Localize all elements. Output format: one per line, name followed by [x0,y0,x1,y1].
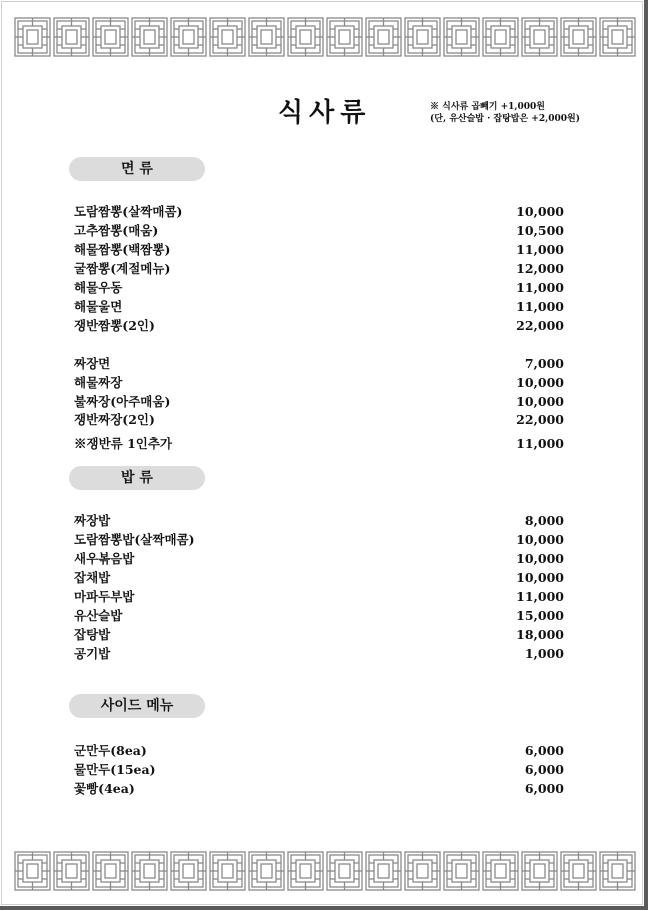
lattice-pattern-icon [287,851,324,891]
menu-item-name: 해물우동 [74,280,123,295]
menu-item-price: 6,000 [524,743,564,758]
menu-item-name: 도람짬뽕밥(살짝매콤) [74,532,195,547]
menu-item [74,259,564,278]
menu-item-price: 11,000 [516,589,564,604]
menu-item-price: 22,000 [516,318,564,333]
lattice-pattern-icon [326,17,363,57]
menu-item-name: 쟁반짬뽕(2인) [74,318,155,333]
menu-item [74,587,564,606]
top-lattice-border [14,17,636,57]
menu-item-name: 마파두부밥 [74,589,135,604]
menu-item [74,278,564,297]
menu-item-name: 꽃빵(4ea) [74,781,135,796]
menu-item [74,240,564,259]
lattice-pattern-icon [131,17,168,57]
menu-item [74,625,564,644]
menu-item-name: ※쟁반류 1인추가 [74,436,172,451]
menu-item [74,297,564,316]
menu-item-name: 해물울면 [74,299,123,314]
menu-item-name: 잡채밥 [74,570,111,585]
lattice-pattern-icon [92,851,129,891]
menu-item-name: 물만두(15ea) [74,762,156,777]
menu-item [74,434,564,453]
section-header-noodles: 면 류 [69,157,205,181]
lattice-pattern-icon [287,17,324,57]
lattice-pattern-icon [92,17,129,57]
menu-item [74,392,564,411]
menu-item [74,316,564,335]
lattice-pattern-icon [560,851,597,891]
menu-item-price: 11,000 [516,436,564,451]
menu-item-name: 해물짜장 [74,375,123,390]
menu-item-price: 22,000 [516,412,564,427]
lattice-pattern-icon [599,851,636,891]
menu-item [74,606,564,625]
lattice-pattern-icon [248,17,285,57]
menu-item [74,549,564,568]
menu-item-name: 공기밥 [74,646,111,661]
large-portion-exception-note: (단, 유산슬밥 · 잡탕밥은 +2,000원) [430,114,580,124]
menu-item-name: 쟁반짜장(2인) [74,412,155,427]
menu-item-name: 새우볶음밥 [74,551,135,566]
menu-item-name: 군만두(8ea) [74,743,147,758]
lattice-pattern-icon [365,851,402,891]
menu-item-price: 11,000 [516,299,564,314]
menu-item-price: 10,000 [516,570,564,585]
lattice-pattern-icon [326,851,363,891]
menu-item [74,760,564,779]
lattice-pattern-icon [404,17,441,57]
menu-item-price: 10,000 [516,532,564,547]
menu-item-name: 굴짬뽕(계절메뉴) [74,261,171,276]
menu-item-price: 10,000 [516,204,564,219]
menu-item [74,568,564,587]
menu-item-price: 6,000 [524,762,564,777]
large-portion-note: ※ 식사류 곱빼기 +1,000원 [430,102,545,112]
lattice-pattern-icon [248,851,285,891]
menu-item [74,373,564,392]
menu-item-price: 18,000 [516,627,564,642]
menu-item [74,530,564,549]
lattice-pattern-icon [482,851,519,891]
menu-item-price: 1,000 [524,646,564,661]
section-header-rice: 밥 류 [69,466,205,490]
menu-item-price: 10,000 [516,375,564,390]
lattice-pattern-icon [170,851,207,891]
page-title: 식사류 [278,98,372,128]
menu-item-name: 유산슬밥 [74,608,123,623]
menu-item [74,354,564,373]
menu-item [74,511,564,530]
lattice-pattern-icon [14,851,51,891]
menu-item-name: 고추짬뽕(매움) [74,223,159,238]
menu-item [74,410,564,429]
menu-item-price: 6,000 [524,781,564,796]
menu-item-price: 15,000 [516,608,564,623]
menu-item-name: 해물짬뽕(백짬뽕) [74,242,171,257]
lattice-pattern-icon [365,17,402,57]
lattice-pattern-icon [209,17,246,57]
lattice-pattern-icon [404,851,441,891]
lattice-pattern-icon [521,851,558,891]
menu-item-price: 7,000 [524,356,564,371]
lattice-pattern-icon [53,17,90,57]
menu-item-price: 8,000 [524,513,564,528]
menu-item-name: 잡탕밥 [74,627,111,642]
lattice-pattern-icon [521,17,558,57]
menu-item-price: 11,000 [516,280,564,295]
menu-item-price: 10,000 [516,551,564,566]
menu-item-price: 12,000 [516,261,564,276]
menu-item-name: 짜장밥 [74,513,111,528]
menu-item [74,741,564,760]
menu-item-price: 10,000 [516,394,564,409]
lattice-pattern-icon [170,17,207,57]
lattice-pattern-icon [599,17,636,57]
lattice-pattern-icon [209,851,246,891]
lattice-pattern-icon [443,851,480,891]
menu-item-name: 불짜장(아주매움) [74,394,171,409]
menu-item-name: 짜장면 [74,356,111,371]
lattice-pattern-icon [53,851,90,891]
menu-item [74,202,564,221]
menu-item-price: 11,000 [516,242,564,257]
lattice-pattern-icon [482,17,519,57]
lattice-pattern-icon [443,17,480,57]
menu-item [74,779,564,798]
menu-item-name: 도람짬뽕(살짝매콤) [74,204,183,219]
bottom-lattice-border [14,851,636,891]
lattice-pattern-icon [560,17,597,57]
menu-item-price: 10,500 [516,223,564,238]
menu-item [74,221,564,240]
section-header-side-menu: 사이드 메뉴 [69,694,205,718]
menu-item [74,644,564,663]
lattice-pattern-icon [131,851,168,891]
lattice-pattern-icon [14,17,51,57]
